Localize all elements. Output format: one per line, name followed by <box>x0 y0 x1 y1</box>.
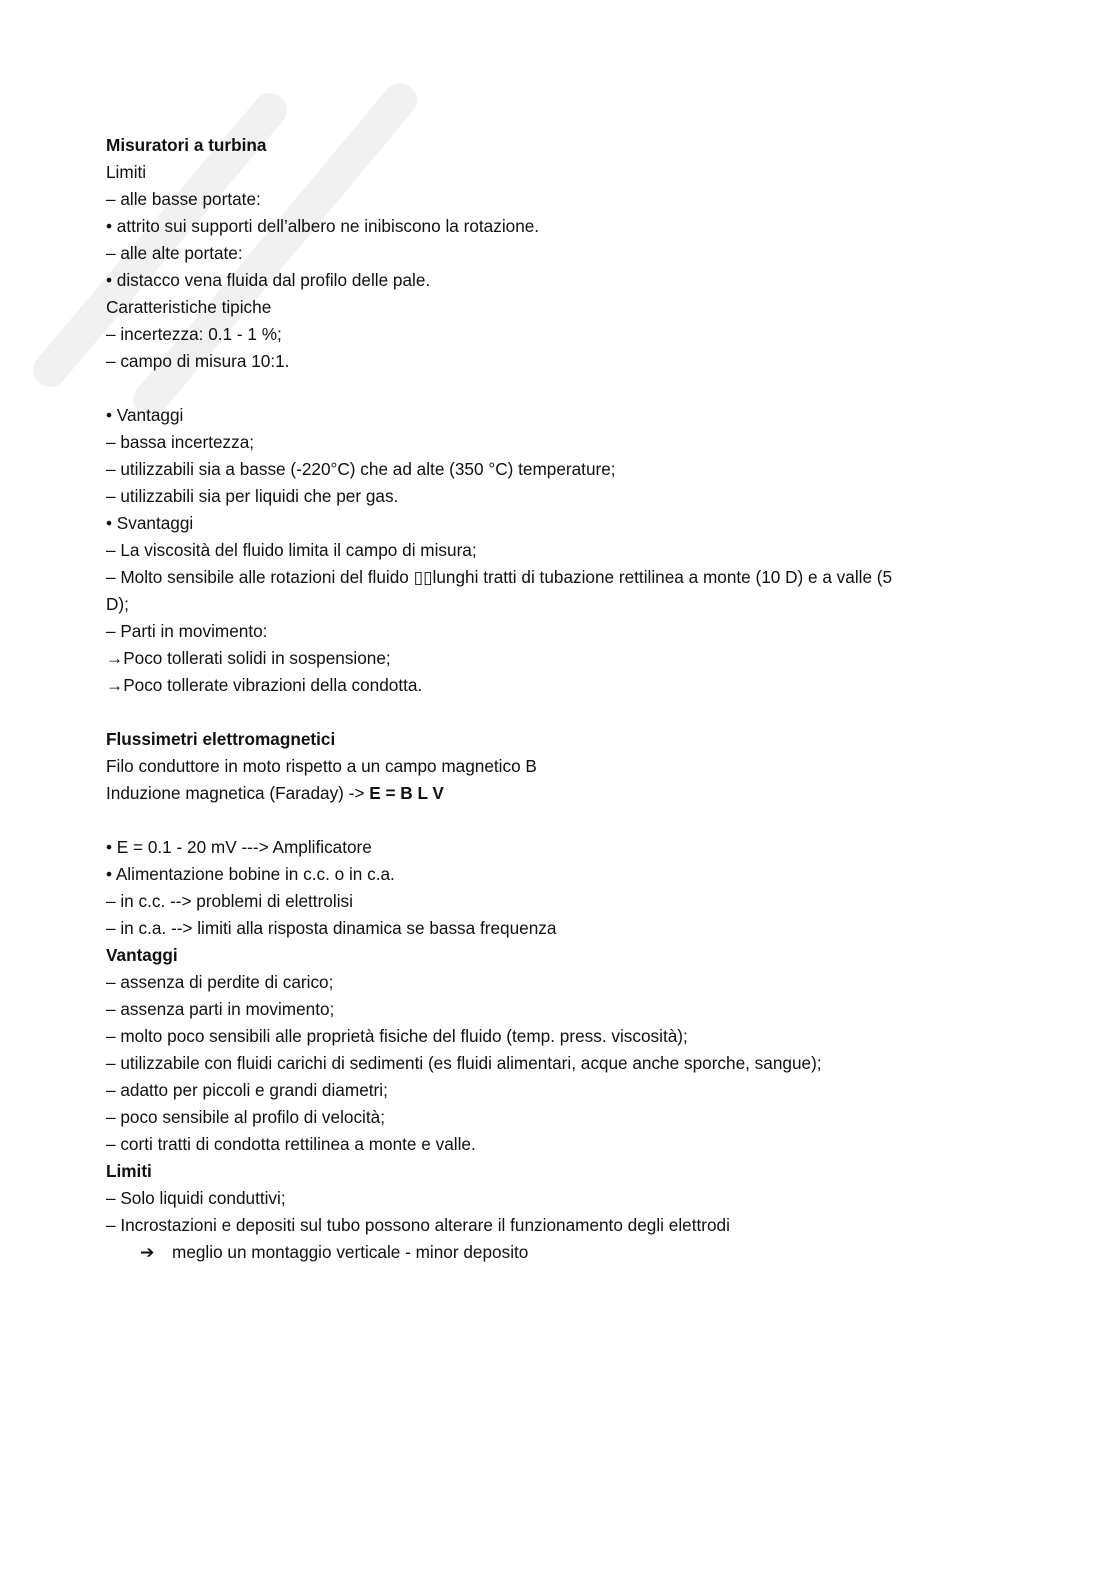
list-item: • attrito sui supporti dell’albero ne inibiscono la rotazione. <box>106 216 540 236</box>
list-item: – Parti in movimento: <box>106 621 268 641</box>
intro-line-formula <box>106 780 986 807</box>
list-item: – molto poco sensibili alle proprietà fisiche del fluido (temp. press. viscosità); <box>106 1026 688 1046</box>
paragraph-gap <box>106 375 986 402</box>
list-item: – assenza di perdite di carico; <box>106 972 334 992</box>
arrow-note <box>106 1239 986 1266</box>
list-item: – utilizzabili sia a basse (-220°C) che ad alte (350 °C) temperature; <box>106 459 616 479</box>
list-item: – bassa incertezza; <box>106 432 255 452</box>
list-item: – poco sensibile al profilo di velocità; <box>106 1107 385 1127</box>
list-item: – alle basse portate: <box>106 189 261 209</box>
subheading-svantaggi: • Svantaggi <box>106 513 194 533</box>
arrow-note-text: meglio un montaggio verticale - minor deposito <box>172 1242 529 1262</box>
subheading-caratteristiche: Caratteristiche tipiche <box>106 297 272 317</box>
list-item: – corti tratti di condotta rettilinea a monte e valle. <box>106 1134 476 1154</box>
arrow-right-icon: ➔ <box>140 1242 155 1262</box>
list-item: – La viscosità del fluido limita il campo di misura; <box>106 540 477 560</box>
list-item: – Molto sensibile alle rotazioni del fluido ▯▯lunghi tratti di tubazione rettilinea a monte (10 D) e a valle (5 <box>106 567 893 587</box>
list-item: – incertezza: 0.1 - 1 %; <box>106 324 282 344</box>
list-item: – utilizzabile con fluidi carichi di sedimenti (es fluidi alimentari, acque anche sporche, sangue); <box>106 1053 822 1073</box>
list-item: – Incrostazioni e depositi sul tubo possono alterare il funzionamento degli elettrodi <box>106 1215 730 1235</box>
subheading-vantaggi: Vantaggi <box>106 945 178 965</box>
list-item: →Poco tollerati solidi in sospensione; <box>106 648 391 668</box>
paragraph-gap <box>106 699 986 726</box>
intro-line: Filo conduttore in moto rispetto a un campo magnetico B <box>106 756 537 776</box>
formula-prefix: Induzione magnetica (Faraday) -> <box>106 783 370 803</box>
section-title-flussimetri: Flussimetri elettromagnetici <box>106 729 336 749</box>
list-item: – in c.a. --> limiti alla risposta dinamica se bassa frequenza <box>106 918 557 938</box>
subheading-limiti: Limiti <box>106 162 147 182</box>
subheading-limiti: Limiti <box>106 1161 152 1181</box>
list-item: • E = 0.1 - 20 mV ---> Amplificatore <box>106 837 372 857</box>
list-item: →Poco tollerate vibrazioni della condotta. <box>106 675 423 695</box>
list-item: • Alimentazione bobine in c.c. o in c.a. <box>106 864 395 884</box>
section-title-turbina: Misuratori a turbina <box>106 135 267 155</box>
list-item: – assenza parti in movimento; <box>106 999 335 1019</box>
formula: E = B L V <box>369 783 444 803</box>
subheading-vantaggi: • Vantaggi <box>106 405 184 425</box>
list-item: – Solo liquidi conduttivi; <box>106 1188 286 1208</box>
document-body <box>106 132 986 1266</box>
list-item: – campo di misura 10:1. <box>106 351 290 371</box>
list-item: D); <box>106 594 129 614</box>
list-item: – in c.c. --> problemi di elettrolisi <box>106 891 353 911</box>
paragraph-gap <box>106 807 986 834</box>
list-item: – adatto per piccoli e grandi diametri; <box>106 1080 388 1100</box>
list-item: – alle alte portate: <box>106 243 243 263</box>
list-item: – utilizzabili sia per liquidi che per gas. <box>106 486 399 506</box>
list-item: • distacco vena fluida dal profilo delle pale. <box>106 270 431 290</box>
